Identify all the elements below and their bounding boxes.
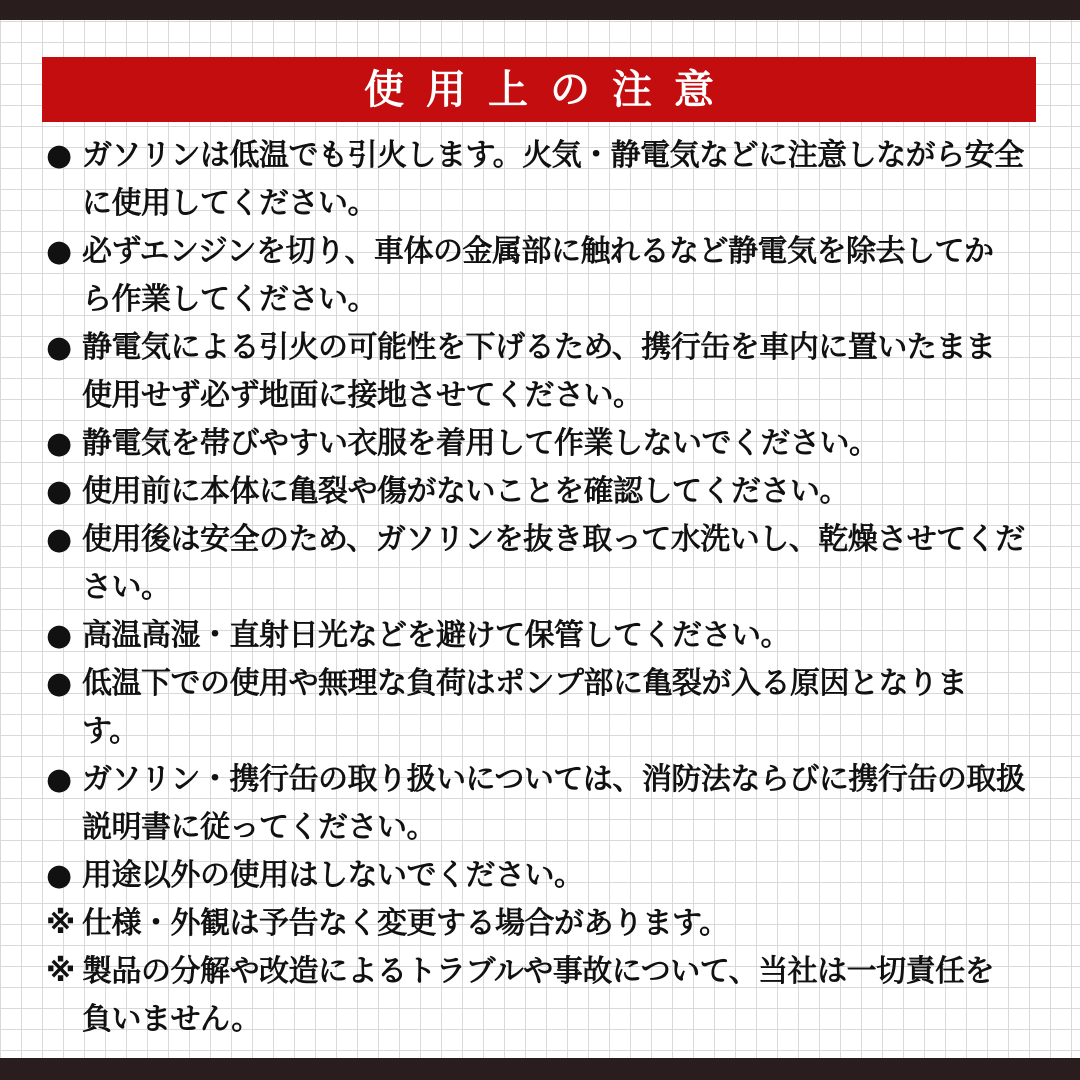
- bullet-marker: ●: [46, 522, 72, 557]
- caution-line: ら作業してください。: [82, 282, 377, 317]
- caution-line: 高温高湿・直射日光などを避けて保管してください。: [82, 618, 790, 653]
- caution-line: 静電気による引火の可能性を下げるため、携行缶を車内に置いたまま: [82, 330, 996, 365]
- caution-line: 使用せず必ず地面に接地させてください。: [82, 378, 643, 413]
- caution-item-text: [82, 756, 1046, 852]
- caution-item: [46, 516, 1046, 612]
- bullet-marker: ●: [46, 138, 72, 173]
- note-text: [82, 900, 1046, 948]
- caution-item: [46, 468, 1046, 516]
- caution-line: ガソリン・携行缶の取り扱いについては、消防法ならびに携行缶の取扱: [82, 762, 1026, 797]
- caution-line: に使用してください。: [82, 186, 377, 221]
- caution-item: [46, 420, 1046, 468]
- note-marker: ※: [46, 906, 75, 941]
- caution-item-text: [82, 612, 1046, 660]
- caution-line: 必ずエンジンを切り、車体の金属部に触れるなど静電気を除去してか: [82, 234, 994, 269]
- caution-line: 用途以外の使用はしないでください。: [82, 858, 584, 893]
- bullet-marker: ●: [46, 474, 72, 509]
- caution-item: [46, 756, 1046, 852]
- bullet-marker: ●: [46, 618, 72, 653]
- header-banner: [42, 57, 1036, 122]
- caution-item-text: [82, 660, 1046, 756]
- caution-line: ガソリンは低温でも引火します。火気・静電気などに注意しながら安全: [82, 138, 1024, 173]
- caution-line: 低温下での使用や無理な負荷はポンプ部に亀裂が入る原因となりま: [82, 666, 967, 701]
- caution-item-text: [82, 324, 1046, 420]
- page-title: 使用上の注意: [364, 66, 736, 113]
- caution-item-text: [82, 420, 1046, 468]
- caution-item: [46, 612, 1046, 660]
- note-line: 負いません。: [82, 1002, 261, 1037]
- caution-item: [46, 228, 1046, 324]
- bullet-marker: ●: [46, 762, 72, 797]
- bottom-frame-bar: [0, 1058, 1080, 1080]
- bullet-marker: ●: [46, 858, 72, 893]
- caution-item-text: [82, 228, 1046, 324]
- caution-item: [46, 132, 1046, 228]
- note-marker: ※: [46, 954, 75, 989]
- caution-list: [46, 132, 1046, 1044]
- caution-line: さい。: [82, 570, 171, 605]
- caution-item-text: [82, 516, 1046, 612]
- caution-item-text: [82, 132, 1046, 228]
- disclaimer-note: [46, 900, 1046, 948]
- disclaimer-note: [46, 948, 1046, 1044]
- caution-item: [46, 324, 1046, 420]
- note-text: [82, 948, 1046, 1044]
- note-line: 仕様・外観は予告なく変更する場合があります。: [82, 906, 729, 941]
- caution-item: [46, 852, 1046, 900]
- caution-line: 説明書に従ってください。: [82, 810, 436, 845]
- bullet-marker: ●: [46, 330, 72, 365]
- bullet-marker: ●: [46, 666, 72, 701]
- caution-line: 使用前に本体に亀裂や傷がないことを確認してください。: [82, 474, 849, 509]
- caution-line: す。: [82, 714, 139, 749]
- note-line: 製品の分解や改造によるトラブルや事故について、当社は一切責任を: [82, 954, 995, 989]
- bullet-marker: ●: [46, 234, 72, 269]
- caution-item: [46, 660, 1046, 756]
- caution-item-text: [82, 852, 1046, 900]
- caution-line: 使用後は安全のため、ガソリンを抜き取って水洗いし、乾燥させてくだ: [82, 522, 1025, 557]
- top-frame-bar: [0, 0, 1080, 20]
- caution-line: 静電気を帯びやすい衣服を着用して作業しないでください。: [82, 426, 879, 461]
- bullet-marker: ●: [46, 426, 72, 461]
- caution-item-text: [82, 468, 1046, 516]
